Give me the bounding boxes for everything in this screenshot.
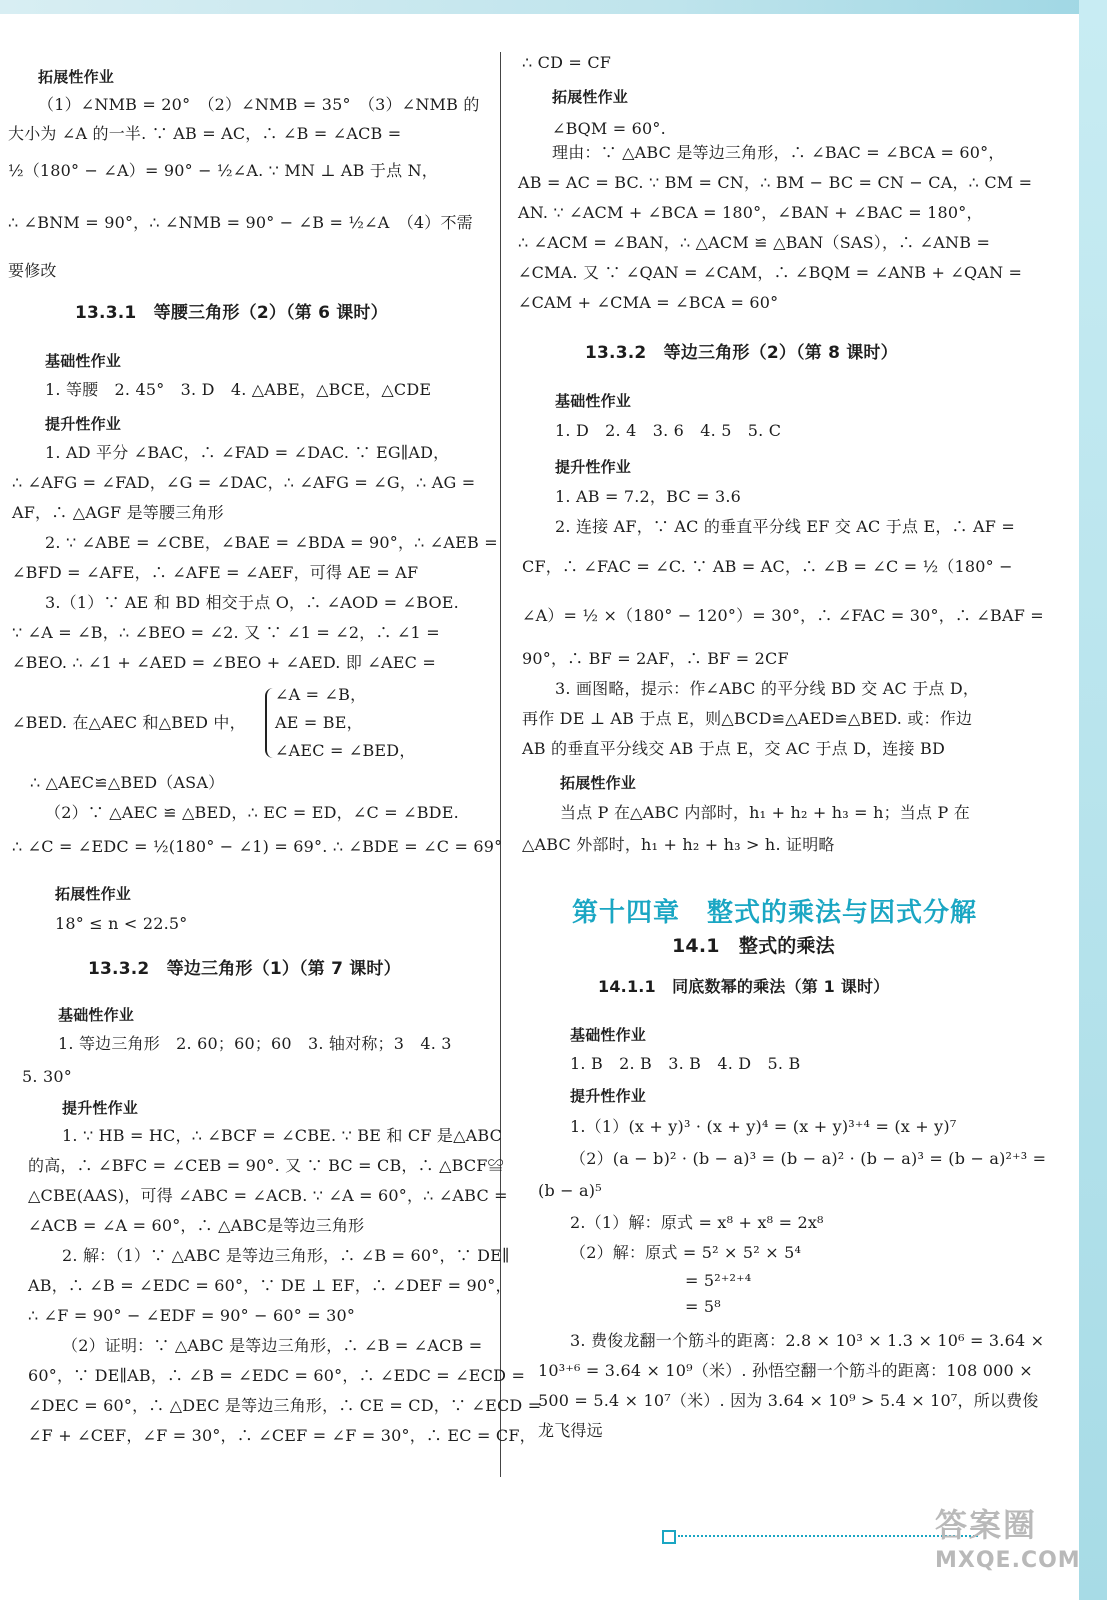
text-line: ∠A）= ½ ×（180° − 120°）= 30°，∴ ∠FAC = 30°，∴ ∠BAF = <box>522 606 1044 625</box>
text-line: 1. AD 平分 ∠BAC，∴ ∠FAD = ∠DAC. ∵ EG∥AD， <box>45 443 450 462</box>
watermark-logo <box>935 1500 1080 1595</box>
text-line: ∴ ∠AFG = ∠FAD，∠G = ∠DAC，∴ ∠AFG = ∠G，∴ AG = <box>12 473 476 492</box>
text-line: ∴ ∠F = 90° − ∠EDF = 90° − 60° = 30° <box>28 1306 356 1325</box>
text-line: ∠BEO. ∴ ∠1 + ∠AED = ∠BEO + ∠AED. 即 ∠AEC = <box>12 653 436 672</box>
text-line: 龙飞得远 <box>538 1421 603 1440</box>
text-line: 1. 等腰 2. 45° 3. D 4. △ABE，△BCE，△CDE <box>45 380 432 399</box>
text-line: 10³⁺⁶ = 3.64 × 10⁹（米）. 孙悟空翻一个筋斗的距离：108 000 × <box>538 1361 1033 1380</box>
heading-extension-homework: 拓展性作业 <box>560 774 637 792</box>
text-line: 500 = 5.4 × 10⁷（米）. 因为 3.64 × 10⁹ > 5.4 × 10⁷，所以费俊 <box>538 1391 1039 1410</box>
system-line: ∠AEC = ∠BED， <box>275 741 416 760</box>
text-line: 3.（1）∵ AE 和 BD 相交于点 O，∴ ∠AOD = ∠BOE. <box>45 593 459 612</box>
right-edge-strip <box>1079 0 1107 1600</box>
heading-basic-homework: 基础性作业 <box>570 1026 647 1044</box>
system-line: ∠A = ∠B， <box>275 685 367 704</box>
top-color-band <box>0 0 1107 14</box>
text-line: AB = AC = BC. ∵ BM = CN，∴ BM − BC = CN − CA，∴ CM = <box>518 173 1033 192</box>
heading-basic-homework: 基础性作业 <box>555 392 632 410</box>
section-title: 13.3.1 等腰三角形（2）（第 6 课时） <box>75 303 388 323</box>
watermark-text: 答案圈 <box>935 1506 1038 1544</box>
heading-improvement-homework: 提升性作业 <box>62 1099 139 1117</box>
text-line: 大小为 ∠A 的一半. ∵ AB = AC，∴ ∠B = ∠ACB = <box>8 124 402 143</box>
text-line: 18° ≤ n < 22.5° <box>55 914 188 933</box>
system-line: AE = BE， <box>275 713 363 732</box>
subsection-title: 14.1.1 同底数幂的乘法（第 1 课时） <box>598 977 890 996</box>
text-line: 再作 DE ⊥ AB 于点 E，则△BCD≌△AED≌△BED. 或：作边 <box>522 709 973 728</box>
text-line: ∴ △AEC≌△BED（ASA） <box>30 773 225 792</box>
text-line: ∠CAM + ∠CMA = ∠BCA = 60° <box>518 293 779 312</box>
text-line: ∠BQM = 60°. <box>552 119 666 138</box>
footer-dotted-rule <box>678 1535 978 1537</box>
heading-extension-homework: 拓展性作业 <box>552 88 629 106</box>
heading-basic-homework: 基础性作业 <box>45 352 122 370</box>
text-line: ∴ CD = CF <box>522 53 612 72</box>
equation-system-brace <box>265 688 275 758</box>
text-line: ∠BED. 在△AEC 和△BED 中， <box>12 713 246 732</box>
text-line: ∴ ∠BNM = 90°，∴ ∠NMB = 90° − ∠B = ½∠A （4）不需 <box>8 213 473 232</box>
text-line: （2）证明：∵ △ABC 是等边三角形，∴ ∠B = ∠ACB = <box>62 1336 483 1355</box>
text-line: 理由：∵ △ABC 是等边三角形，∴ ∠BAC = ∠BCA = 60°， <box>552 143 1005 162</box>
text-line: 要修改 <box>8 261 57 280</box>
text-line: ½（180° − ∠A）= 90° − ½∠A. ∵ MN ⊥ AB 于点 N， <box>8 161 439 180</box>
section-title: 14.1 整式的乘法 <box>672 935 835 957</box>
text-line: 1. 等边三角形 2. 60；60；60 3. 轴对称；3 4. 3 <box>58 1034 452 1053</box>
text-line: 5. 30° <box>22 1067 72 1086</box>
text-line: （2）∵ △AEC ≌ △BED，∴ EC = ED，∠C = ∠BDE. <box>45 803 459 822</box>
text-line: AB 的垂直平分线交 AB 于点 E，交 AC 于点 D，连接 BD <box>522 739 946 758</box>
text-line: ∠DEC = 60°，∴ △DEC 是等边三角形，∴ CE = CD，∵ ∠ECD = <box>28 1396 542 1415</box>
text-line: 的高，∴ ∠BFC = ∠CEB = 90°. 又 ∵ BC = CB，∴ △BCF≌ <box>28 1156 504 1175</box>
text-line: 90°，∴ BF = 2AF，∴ BF = 2CF <box>522 649 789 668</box>
heading-improvement-homework: 提升性作业 <box>555 458 632 476</box>
text-line: (b − a)⁵ <box>538 1181 602 1200</box>
heading-basic-homework: 基础性作业 <box>58 1006 135 1024</box>
text-line: 2. ∵ ∠ABE = ∠CBE，∠BAE = ∠BDA = 90°，∴ ∠AEB = <box>45 533 498 552</box>
footer-square-icon <box>662 1530 676 1544</box>
text-line: 2. 连接 AF，∵ AC 的垂直平分线 EF 交 AC 于点 E，∴ AF = <box>555 517 1015 536</box>
chapter-title: 第十四章 整式的乘法与因式分解 <box>572 898 978 928</box>
text-line: 2. 解：（1）∵ △ABC 是等边三角形，∴ ∠B = 60°，∵ DE∥ <box>62 1246 510 1265</box>
section-title: 13.3.2 等边三角形（1）（第 7 课时） <box>88 959 401 979</box>
section-title: 13.3.2 等边三角形（2）（第 8 课时） <box>585 343 898 363</box>
text-line: （2）解：原式 = 5² × 5² × 5⁴ <box>570 1243 802 1262</box>
text-line: （2）(a − b)² · (b − a)³ = (b − a)² · (b − a)³ = (b − a)²⁺³ = <box>570 1149 1047 1168</box>
watermark-domain: MXQE.COM <box>935 1548 1081 1573</box>
text-line: ∠F + ∠CEF，∠F = 30°，∴ ∠CEF = ∠F = 30°，∴ EC = CF， <box>28 1426 536 1445</box>
text-line: ∵ ∠A = ∠B，∴ ∠BEO = ∠2. 又 ∵ ∠1 = ∠2，∴ ∠1 = <box>12 623 440 642</box>
text-line: 3. 画图略，提示：作∠ABC 的平分线 BD 交 AC 于点 D， <box>555 679 980 698</box>
text-line: CF，∴ ∠FAC = ∠C. ∵ AB = AC，∴ ∠B = ∠C = ½（180° − <box>522 557 1013 576</box>
heading-improvement-homework: 提升性作业 <box>570 1087 647 1105</box>
text-line: 1. AB = 7.2，BC = 3.6 <box>555 487 742 506</box>
text-line: ∴ ∠ACM = ∠BAN，∴ △ACM ≌ △BAN（SAS），∴ ∠ANB = <box>518 233 991 252</box>
text-line: 1.（1）(x + y)³ · (x + y)⁴ = (x + y)³⁺⁴ = (x + y)⁷ <box>570 1117 957 1136</box>
text-line: AB，∴ ∠B = ∠EDC = 60°，∵ DE ⊥ EF，∴ ∠DEF = 90°， <box>28 1276 512 1295</box>
text-line: 1. ∵ HB = HC，∴ ∠BCF = ∠CBE. ∵ BE 和 CF 是△ABC <box>62 1126 503 1145</box>
text-line: AF，∴ △AGF 是等腰三角形 <box>12 503 224 522</box>
text-line: ∠ACB = ∠A = 60°，∴ △ABC是等边三角形 <box>28 1216 365 1235</box>
heading-extension-homework: 拓展性作业 <box>38 68 115 86</box>
text-line: 当点 P 在△ABC 内部时，h₁ + h₂ + h₃ = h；当点 P 在 <box>560 803 970 822</box>
text-line: AN. ∵ ∠ACM + ∠BCA = 180°，∠BAN + ∠BAC = 180°， <box>518 203 983 222</box>
text-line: 2.（1）解：原式 = x⁸ + x⁸ = 2x⁸ <box>570 1213 824 1232</box>
text-line: 60°，∵ DE∥AB，∴ ∠B = ∠EDC = 60°，∴ ∠EDC = ∠ECD = <box>28 1366 526 1385</box>
heading-improvement-homework: 提升性作业 <box>45 415 122 433</box>
text-line: = 5⁸ <box>685 1297 721 1316</box>
text-line: △CBE(AAS)，可得 ∠ABC = ∠ACB. ∵ ∠A = 60°，∴ ∠ABC = <box>28 1186 508 1205</box>
text-line: 3. 费俊龙翻一个筋斗的距离：2.8 × 10³ × 1.3 × 10⁶ = 3.64 × <box>570 1331 1045 1350</box>
text-line: ∴ ∠C = ∠EDC = ½(180° − ∠1) = 69°. ∴ ∠BDE = ∠C = 69° <box>12 837 503 856</box>
heading-extension-homework: 拓展性作业 <box>55 885 132 903</box>
text-line: 1. B 2. B 3. B 4. D 5. B <box>570 1054 801 1073</box>
text-line: △ABC 外部时，h₁ + h₂ + h₃ > h. 证明略 <box>522 835 835 854</box>
text-line: ∠CMA. 又 ∵ ∠QAN = ∠CAM，∴ ∠BQM = ∠ANB + ∠QAN = <box>518 263 1023 282</box>
text-line: ∠BFD = ∠AFE，∴ ∠AFE = ∠AEF，可得 AE = AF <box>12 563 419 582</box>
text-line: 1. D 2. 4 3. 6 4. 5 5. C <box>555 421 782 440</box>
text-line: = 5²⁺²⁺⁴ <box>685 1271 752 1290</box>
text-line: （1）∠NMB = 20° （2）∠NMB = 35° （3）∠NMB 的 <box>38 95 480 114</box>
